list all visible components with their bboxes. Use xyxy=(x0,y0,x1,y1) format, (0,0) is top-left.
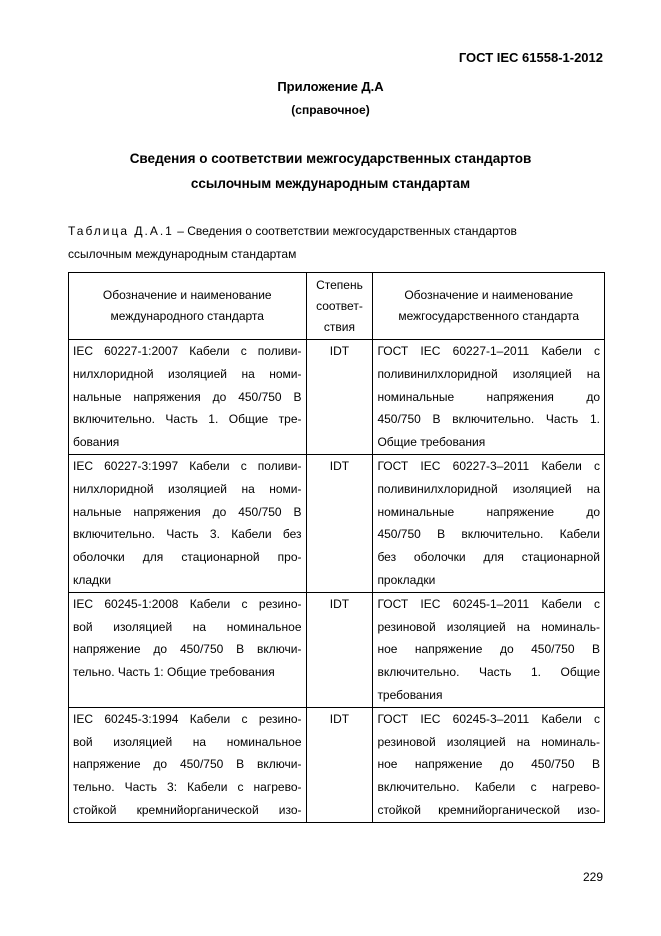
standards-table xyxy=(68,272,605,823)
header-interstate xyxy=(373,273,605,340)
cell-degree: IDT xyxy=(306,340,373,455)
cell-degree: IDT xyxy=(306,454,373,592)
header-line: межгосударственного стандарта xyxy=(398,309,580,323)
header-degree xyxy=(306,273,373,340)
cell-line: включительно. Часть 1. Общие xyxy=(377,665,600,680)
cell-interstate xyxy=(373,592,605,707)
header-line: Обозначение и наименование xyxy=(404,288,574,302)
cell-line: 450/750 В включительно. Кабели xyxy=(377,527,600,542)
cell-line: кладки xyxy=(73,572,112,587)
cell-line: включительно. Часть 1. Общие тре- xyxy=(73,412,302,427)
table-row xyxy=(69,340,605,455)
table-caption-label: Таблица Д.А.1 xyxy=(68,224,174,238)
header-line: международного стандарта xyxy=(110,309,264,323)
cell-line: включительно. Часть 3. Кабели без xyxy=(73,527,302,542)
cell-line: резиновой изоляцией на номиналь- xyxy=(377,734,600,749)
cell-line: нальные напряжения до 450/750 В xyxy=(73,389,302,404)
cell-line: резиновой изоляцией на номиналь- xyxy=(377,619,600,634)
heading-line: ссылочным международным стандартам xyxy=(190,176,471,191)
table-row xyxy=(69,592,605,707)
cell-line: прокладки xyxy=(377,572,436,587)
table-caption-line2: ссылочным международным стандартам xyxy=(68,247,297,261)
table-caption-text: – Сведения о соответствии межгосударственных стандартов xyxy=(173,224,517,238)
table-row xyxy=(69,707,605,822)
cell-international xyxy=(69,707,307,822)
cell-line: включительно. Кабели с нагрево- xyxy=(377,780,600,795)
cell-line: ГОСТ IEC 60227-1–2011 Кабели с xyxy=(377,344,600,358)
cell-line: IEC 60245-3:1994 Кабели с резино- xyxy=(73,711,302,726)
cell-degree: IDT xyxy=(306,592,373,707)
appendix-title: Приложение Д.А xyxy=(277,79,384,94)
cell-degree: IDT xyxy=(306,707,373,822)
cell-line: поливинилхлоридной изоляцией на xyxy=(377,481,600,496)
cell-line: требования xyxy=(377,687,443,702)
cell-line: IEC 60227-3:1997 Кабели с поливи- xyxy=(73,458,302,473)
heading-line: Сведения о соответствии межгосударственных стандартов xyxy=(129,151,532,166)
cell-line: напряжение до 450/750 В включи- xyxy=(73,757,302,772)
appendix-subtitle: (справочное) xyxy=(291,103,370,117)
cell-line: ное напряжение до 450/750 В xyxy=(377,642,600,657)
cell-line: стойкой кремнийорганической изо- xyxy=(377,802,600,817)
cell-line: 450/750 В включительно. Часть 1. xyxy=(377,412,600,427)
cell-line: IEC 60245-1:2008 Кабели с резино- xyxy=(73,596,302,611)
cell-interstate xyxy=(373,340,605,455)
table-header-row xyxy=(69,273,605,340)
appendix-heading xyxy=(0,146,661,196)
cell-international xyxy=(69,592,307,707)
cell-line: ГОСТ IEC 60245-3–2011 Кабели с xyxy=(377,711,600,726)
cell-line: стойкой кремнийорганической изо- xyxy=(73,802,302,817)
header-line: ствия xyxy=(323,319,355,334)
header-line: Степень xyxy=(316,277,363,292)
header-international xyxy=(69,273,307,340)
cell-line: нилхлоридной изоляцией на номи- xyxy=(73,481,302,496)
cell-line: без оболочки для стационарной xyxy=(377,550,600,565)
cell-interstate xyxy=(373,454,605,592)
header-line: Обозначение и наименование xyxy=(102,288,272,302)
cell-line: нальные напряжения до 450/750 В xyxy=(73,504,302,519)
cell-line: оболочки для стационарной про- xyxy=(73,550,302,565)
cell-line: поливинилхлоридной изоляцией на xyxy=(377,366,600,381)
document-code: ГОСТ IEC 61558-1-2012 xyxy=(458,50,603,65)
cell-line: IEC 60227-1:2007 Кабели с поливи- xyxy=(73,344,302,358)
cell-line: ное напряжение до 450/750 В xyxy=(377,757,600,772)
cell-international xyxy=(69,340,307,455)
cell-line: вой изоляцией на номинальное xyxy=(73,734,302,749)
cell-line: бования xyxy=(73,435,120,450)
cell-line: ГОСТ IEC 60245-1–2011 Кабели с xyxy=(377,596,600,611)
header-line: соответ- xyxy=(316,298,363,313)
cell-line: ГОСТ IEC 60227-3–2011 Кабели с xyxy=(377,458,600,473)
cell-line: нилхлоридной изоляцией на номи- xyxy=(73,366,302,381)
table-row xyxy=(69,454,605,592)
page-number: 229 xyxy=(582,870,603,884)
cell-line: напряжение до 450/750 В включи- xyxy=(73,642,302,657)
cell-line: Общие требования xyxy=(377,435,486,450)
table-caption xyxy=(68,220,608,266)
cell-line: тельно. Часть 3: Кабели с нагрево- xyxy=(73,780,302,795)
cell-line: номинальные напряжение до xyxy=(377,504,600,519)
cell-international xyxy=(69,454,307,592)
cell-interstate xyxy=(373,707,605,822)
cell-line: тельно. Часть 1: Общие требования xyxy=(73,665,275,680)
cell-line: номинальные напряжения до xyxy=(377,389,600,404)
cell-line: вой изоляцией на номинальное xyxy=(73,619,302,634)
